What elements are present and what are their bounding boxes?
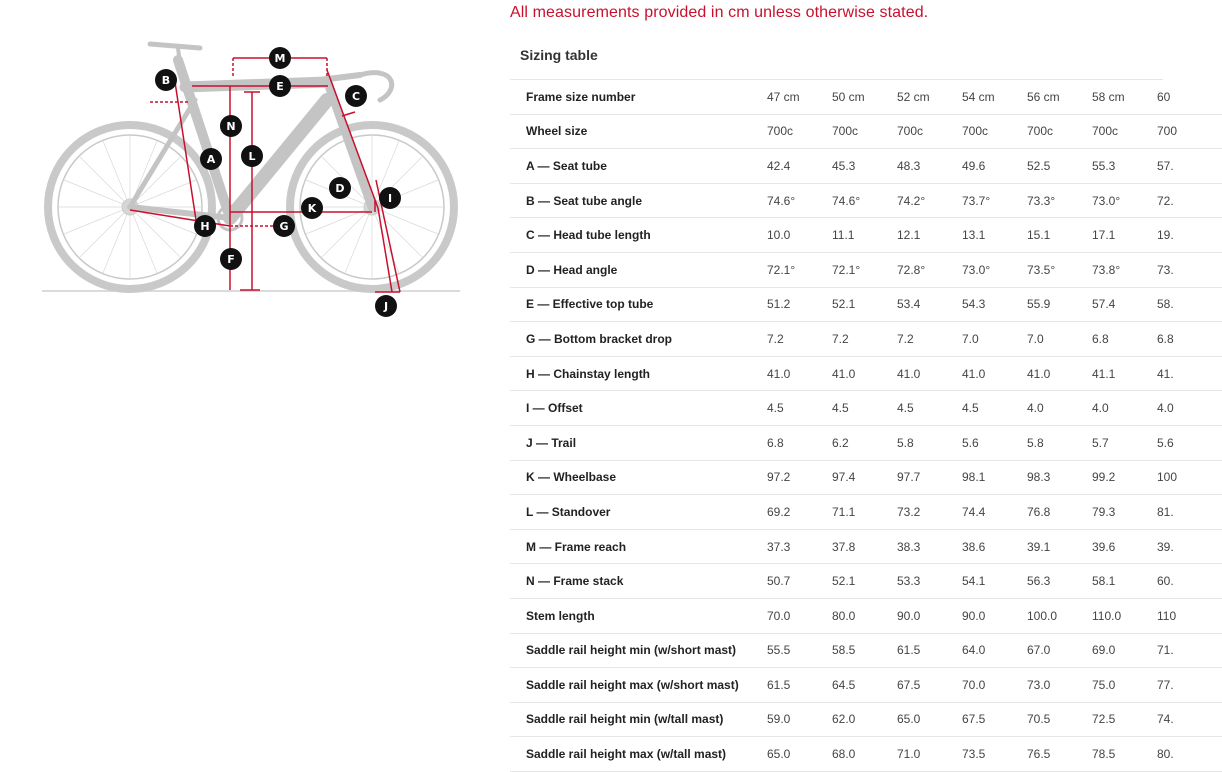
table-cell: 50 cm [832, 80, 897, 114]
svg-text:H: H [200, 220, 210, 233]
table-row [510, 460, 1222, 495]
table-row [510, 702, 1222, 737]
table-cell: 61.5 [767, 668, 832, 703]
svg-text:L: L [248, 150, 256, 163]
table-row [510, 356, 1222, 391]
table-cell: 100 [1157, 460, 1222, 495]
row-label: J — Trail [510, 425, 767, 460]
table-cell: 97.2 [767, 460, 832, 495]
table-cell: 74.4 [962, 495, 1027, 530]
table-cell: 6.8 [1157, 322, 1222, 357]
table-cell: 17.1 [1092, 218, 1157, 253]
table-cell: 4.5 [832, 391, 897, 426]
table-cell: 60. [1157, 564, 1222, 599]
marker-m [269, 47, 291, 69]
table-row [510, 183, 1222, 218]
table-cell: 41.0 [832, 356, 897, 391]
table-cell: 12.1 [897, 218, 962, 253]
table-cell: 37.3 [767, 529, 832, 564]
marker-b [155, 69, 177, 91]
table-cell: 72.8° [897, 252, 962, 287]
table-row [510, 149, 1222, 184]
table-cell: 6.2 [832, 425, 897, 460]
table-row [510, 564, 1222, 599]
table-cell: 56.3 [1027, 564, 1092, 599]
table-cell: 41.0 [897, 356, 962, 391]
table-cell: 73. [1157, 252, 1222, 287]
table-cell: 110 [1157, 598, 1222, 633]
marker-l [241, 145, 263, 167]
table-cell: 41.0 [962, 356, 1027, 391]
bike-geometry-diagram [30, 30, 490, 330]
table-cell: 49.6 [962, 149, 1027, 184]
table-cell: 65.0 [767, 737, 832, 772]
table-cell: 4.5 [767, 391, 832, 426]
table-cell: 15.1 [1027, 218, 1092, 253]
table-cell: 11.1 [832, 218, 897, 253]
marker-h [194, 215, 216, 237]
row-label: G — Bottom bracket drop [510, 322, 767, 357]
table-cell: 61.5 [897, 633, 962, 668]
svg-text:I: I [387, 192, 393, 205]
table-cell: 73.2 [897, 495, 962, 530]
table-cell: 77. [1157, 668, 1222, 703]
svg-text:D: D [335, 182, 345, 195]
table-cell: 47 cm [767, 80, 832, 114]
table-cell: 72.5 [1092, 702, 1157, 737]
table-cell: 5.6 [1157, 425, 1222, 460]
table-cell: 78.5 [1092, 737, 1157, 772]
table-cell: 58 cm [1092, 80, 1157, 114]
table-cell: 7.0 [962, 322, 1027, 357]
table-cell: 54.1 [962, 564, 1027, 599]
table-cell: 7.2 [897, 322, 962, 357]
row-label: Frame size number [510, 80, 767, 114]
table-cell: 58. [1157, 287, 1222, 322]
marker-k [301, 197, 323, 219]
table-cell: 10.0 [767, 218, 832, 253]
table-cell: 64.0 [962, 633, 1027, 668]
row-label: Saddle rail height max (w/short mast) [510, 668, 767, 703]
table-cell: 90.0 [962, 598, 1027, 633]
table-cell: 38.3 [897, 529, 962, 564]
table-cell: 98.1 [962, 460, 1027, 495]
table-cell: 39. [1157, 529, 1222, 564]
table-cell: 41. [1157, 356, 1222, 391]
table-cell: 55.5 [767, 633, 832, 668]
svg-text:C: C [351, 90, 361, 103]
table-row [510, 218, 1222, 253]
table-row [510, 287, 1222, 322]
table-cell: 75.0 [1092, 668, 1157, 703]
table-cell: 74.2° [897, 183, 962, 218]
table-cell: 97.7 [897, 460, 962, 495]
table-cell: 7.0 [1027, 322, 1092, 357]
table-cell: 74. [1157, 702, 1222, 737]
table-cell: 52 cm [897, 80, 962, 114]
marker-n [220, 115, 242, 137]
table-cell: 73.0° [1092, 183, 1157, 218]
row-label: Stem length [510, 598, 767, 633]
table-cell: 100.0 [1027, 598, 1092, 633]
table-cell: 76.8 [1027, 495, 1092, 530]
table-cell: 7.2 [832, 322, 897, 357]
table-cell: 39.1 [1027, 529, 1092, 564]
table-cell: 67.5 [962, 702, 1027, 737]
row-label: A — Seat tube [510, 149, 767, 184]
svg-text:G: G [279, 220, 289, 233]
table-cell: 64.5 [832, 668, 897, 703]
table-row [510, 633, 1222, 668]
table-cell: 5.6 [962, 425, 1027, 460]
table-row [510, 80, 1222, 114]
table-cell: 4.0 [1092, 391, 1157, 426]
table-cell: 41.0 [1027, 356, 1092, 391]
table-cell: 56 cm [1027, 80, 1092, 114]
row-label: D — Head angle [510, 252, 767, 287]
table-cell: 700c [832, 114, 897, 149]
row-label: N — Frame stack [510, 564, 767, 599]
row-label: Saddle rail height max (w/tall mast) [510, 737, 767, 772]
table-cell: 53.3 [897, 564, 962, 599]
table-cell: 50.7 [767, 564, 832, 599]
table-cell: 70.0 [962, 668, 1027, 703]
table-cell: 4.0 [1027, 391, 1092, 426]
table-cell: 98.3 [1027, 460, 1092, 495]
sizing-table [510, 80, 1222, 772]
measurement-notice: All measurements provided in cm unless otherwise stated. [510, 4, 929, 21]
table-cell: 72.1° [767, 252, 832, 287]
table-cell: 71.0 [897, 737, 962, 772]
table-row [510, 391, 1222, 426]
table-cell: 110.0 [1092, 598, 1157, 633]
table-cell: 73.8° [1092, 252, 1157, 287]
table-cell: 5.8 [897, 425, 962, 460]
row-label: B — Seat tube angle [510, 183, 767, 218]
table-cell: 41.1 [1092, 356, 1157, 391]
row-label: K — Wheelbase [510, 460, 767, 495]
table-row [510, 495, 1222, 530]
marker-i [379, 187, 401, 209]
marker-e [269, 75, 291, 97]
table-cell: 69.2 [767, 495, 832, 530]
table-cell: 60 [1157, 80, 1222, 114]
svg-text:M: M [274, 52, 286, 65]
table-cell: 73.0 [1027, 668, 1092, 703]
svg-text:N: N [226, 120, 236, 133]
table-cell: 74.6° [767, 183, 832, 218]
table-cell: 57. [1157, 149, 1222, 184]
table-cell: 37.8 [832, 529, 897, 564]
table-row [510, 598, 1222, 633]
row-label: C — Head tube length [510, 218, 767, 253]
table-cell: 54 cm [962, 80, 1027, 114]
table-cell: 45.3 [832, 149, 897, 184]
table-cell: 70.0 [767, 598, 832, 633]
table-row [510, 668, 1222, 703]
table-cell: 700c [897, 114, 962, 149]
table-cell: 81. [1157, 495, 1222, 530]
marker-f [220, 248, 242, 270]
table-cell: 73.3° [1027, 183, 1092, 218]
svg-text:E: E [276, 80, 284, 93]
table-cell: 5.8 [1027, 425, 1092, 460]
table-cell: 55.9 [1027, 287, 1092, 322]
row-label: H — Chainstay length [510, 356, 767, 391]
svg-text:A: A [206, 153, 216, 166]
table-cell: 13.1 [962, 218, 1027, 253]
svg-text:J: J [383, 300, 389, 313]
table-cell: 4.5 [962, 391, 1027, 426]
table-cell: 4.0 [1157, 391, 1222, 426]
table-cell: 7.2 [767, 322, 832, 357]
table-cell: 57.4 [1092, 287, 1157, 322]
sizing-table-title: Sizing table [510, 36, 1163, 80]
table-cell: 70.5 [1027, 702, 1092, 737]
marker-c [345, 85, 367, 107]
table-cell: 67.5 [897, 668, 962, 703]
table-cell: 700c [767, 114, 832, 149]
table-cell: 52.1 [832, 287, 897, 322]
table-cell: 19. [1157, 218, 1222, 253]
table-cell: 6.8 [767, 425, 832, 460]
table-cell: 72.1° [832, 252, 897, 287]
row-label: M — Frame reach [510, 529, 767, 564]
table-cell: 6.8 [1092, 322, 1157, 357]
table-cell: 39.6 [1092, 529, 1157, 564]
row-label: Saddle rail height min (w/short mast) [510, 633, 767, 668]
table-cell: 700c [962, 114, 1027, 149]
table-cell: 73.7° [962, 183, 1027, 218]
table-row [510, 737, 1222, 772]
table-cell: 38.6 [962, 529, 1027, 564]
table-cell: 73.0° [962, 252, 1027, 287]
table-cell: 72. [1157, 183, 1222, 218]
table-cell: 58.1 [1092, 564, 1157, 599]
table-cell: 71.1 [832, 495, 897, 530]
table-cell: 68.0 [832, 737, 897, 772]
sizing-table-section [510, 36, 1178, 771]
marker-a [200, 148, 222, 170]
marker-g [273, 215, 295, 237]
table-cell: 73.5 [962, 737, 1027, 772]
table-cell: 55.3 [1092, 149, 1157, 184]
table-cell: 71. [1157, 633, 1222, 668]
row-label: Saddle rail height min (w/tall mast) [510, 702, 767, 737]
table-cell: 69.0 [1092, 633, 1157, 668]
marker-j [375, 295, 397, 317]
table-row [510, 529, 1222, 564]
table-cell: 80. [1157, 737, 1222, 772]
table-cell: 67.0 [1027, 633, 1092, 668]
table-cell: 65.0 [897, 702, 962, 737]
table-row [510, 114, 1222, 149]
marker-d [329, 177, 351, 199]
table-cell: 51.2 [767, 287, 832, 322]
svg-text:K: K [307, 202, 317, 215]
table-cell: 700c [1092, 114, 1157, 149]
table-cell: 700c [1027, 114, 1092, 149]
table-cell: 74.6° [832, 183, 897, 218]
row-label: L — Standover [510, 495, 767, 530]
table-cell: 73.5° [1027, 252, 1092, 287]
table-cell: 99.2 [1092, 460, 1157, 495]
table-row [510, 252, 1222, 287]
table-cell: 59.0 [767, 702, 832, 737]
row-label: E — Effective top tube [510, 287, 767, 322]
table-cell: 97.4 [832, 460, 897, 495]
table-cell: 52.1 [832, 564, 897, 599]
table-cell: 58.5 [832, 633, 897, 668]
table-cell: 41.0 [767, 356, 832, 391]
row-label: I — Offset [510, 391, 767, 426]
table-cell: 52.5 [1027, 149, 1092, 184]
table-cell: 53.4 [897, 287, 962, 322]
table-cell: 700 [1157, 114, 1222, 149]
table-row [510, 425, 1222, 460]
table-cell: 79.3 [1092, 495, 1157, 530]
table-cell: 48.3 [897, 149, 962, 184]
table-row [510, 322, 1222, 357]
table-cell: 62.0 [832, 702, 897, 737]
table-cell: 76.5 [1027, 737, 1092, 772]
table-cell: 90.0 [897, 598, 962, 633]
svg-text:F: F [227, 253, 235, 266]
table-cell: 54.3 [962, 287, 1027, 322]
svg-text:B: B [161, 74, 171, 87]
table-cell: 80.0 [832, 598, 897, 633]
table-cell: 42.4 [767, 149, 832, 184]
table-cell: 4.5 [897, 391, 962, 426]
table-cell: 5.7 [1092, 425, 1157, 460]
row-label: Wheel size [510, 114, 767, 149]
